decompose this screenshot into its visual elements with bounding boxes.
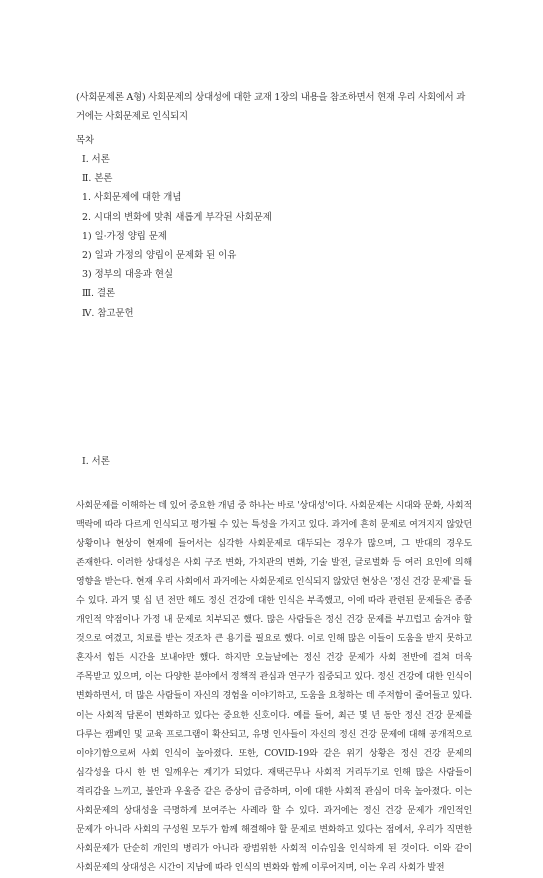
toc-item: Ⅳ. 참고문헌 [82, 307, 134, 319]
toc-item: 1. 사회문제에 대한 개념 [82, 192, 182, 204]
section-heading-intro: Ⅰ. 서론 [82, 456, 110, 467]
document-title: (사회문제론 A형) 사회문제의 상대성에 대한 교재 1장의 내용을 참조하면서 현재 우리 사회에서 과거에는 사회문제로 인식되지 [76, 92, 466, 122]
toc-item: 1) 일·가정 양립 문제 [82, 230, 167, 242]
toc-item: Ⅲ. 결론 [82, 288, 116, 300]
toc-heading: 목차 [76, 135, 95, 146]
toc-item: Ⅱ. 본론 [82, 173, 113, 185]
toc-item: 3) 정부의 대응과 현실 [82, 269, 174, 281]
intro-paragraph: 사회문제를 이해하는 데 있어 중요한 개념 중 하나는 바로 '상대성'이다. 사회문제는 시대와 문화, 사회적 맥락에 따라 다르게 인식되고 평가될 수 있는 특성을 가지고 있다. 과거에 흔히 문제로 여겨지지 않았던 상황이나 현상이 현재에 들어서는 심각한 사회문제로 대두되는 경우가 많으며, 그 반대의 경우도 존재한다. 이러한 상대성은 사회 구조 변화, 가치관의 변화, 기술 발전, 글로벌화 등 여러 요인에 의해 영향을 받는다. 현재 우리 사회에서 과거에는 사회문제로 인식되지 않았던 현상은 '정신 건강 문제'를 들 수 있다. 과거 몇 십 년 전만 해도 정신 건강에 대한 인식은 부족했고, 이에 따라 관련된 문제들은 종종 개인적 약점이나 가정 내 문제로 치부되곤 했다. 많은 사람들은 정신 건강 문제를 부끄럽고 숨겨야 할 것으로 여겼고, 치료를 받는 것조차 큰 용기를 필요로 했다. 이로 인해 많은 이들이 도움을 받지 못하고 혼자서 힘든 시간을 보내야만 했다. 하지만 오늘날에는 정신 건강 문제가 사회 전반에 걸쳐 더욱 주목받고 있으며, 이는 다양한 분야에서 정책적 관심과 연구가 집중되고 있다. 정신 건강에 대한 인식이 변화하면서, 더 많은 사람들이 자신의 경험을 이야기하고, 도움을 요청하는 데 주저함이 줄어들고 있다. 이는 사회적 담론이 변화하고 있다는 중요한 신호이다. 예를 들어, 최근 몇 년 동안 정신 건강 문제를 다루는 캠페인 및 교육 프로그램이 확산되고, 유명 인사들이 자신의 정신 건강 문제에 대해 공개적으로 이야기함으로써 사회 인식이 높아졌다. 또한, COVID-19와 같은 위기 상황은 정신 건강 문제의 심각성을 다시 한 번 일깨우는 계기가 되었다. 재택근무나 사회적 거리두기로 인해 많은 사람들이 격리감을 느끼고, 불안과 우울증 같은 증상이 급증하며, 이에 대한 사회적 관심이 더욱 높아졌다. 이는 사회문제의 상대성을 극명하게 보여주는 사례라 할 수 있다. 과거에는 정신 건강 문제가 개인적인 문제가 아니라 사회의 구성원 모두가 함께 해결해야 할 문제로 변화하고 있다는 점에서, 우리가 직면한 사회문제가 단순히 개인의 병리가 아니라 광범위한 사회적 이슈임을 인식하게 된 것이다. 이와 같이 사회문제의 상대성은 시간이 지남에 따라 인식의 변화와 함께 이루어지며, 이는 우리 사회가 발전 [76, 501, 472, 873]
toc-item: 2) 일과 가정의 양립이 문제화 된 이유 [82, 250, 237, 262]
toc-item: 2. 시대의 변화에 맞춰 새롭게 부각된 사회문제 [82, 211, 272, 223]
toc-item: Ⅰ. 서론 [82, 154, 110, 165]
table-of-contents [82, 150, 272, 323]
